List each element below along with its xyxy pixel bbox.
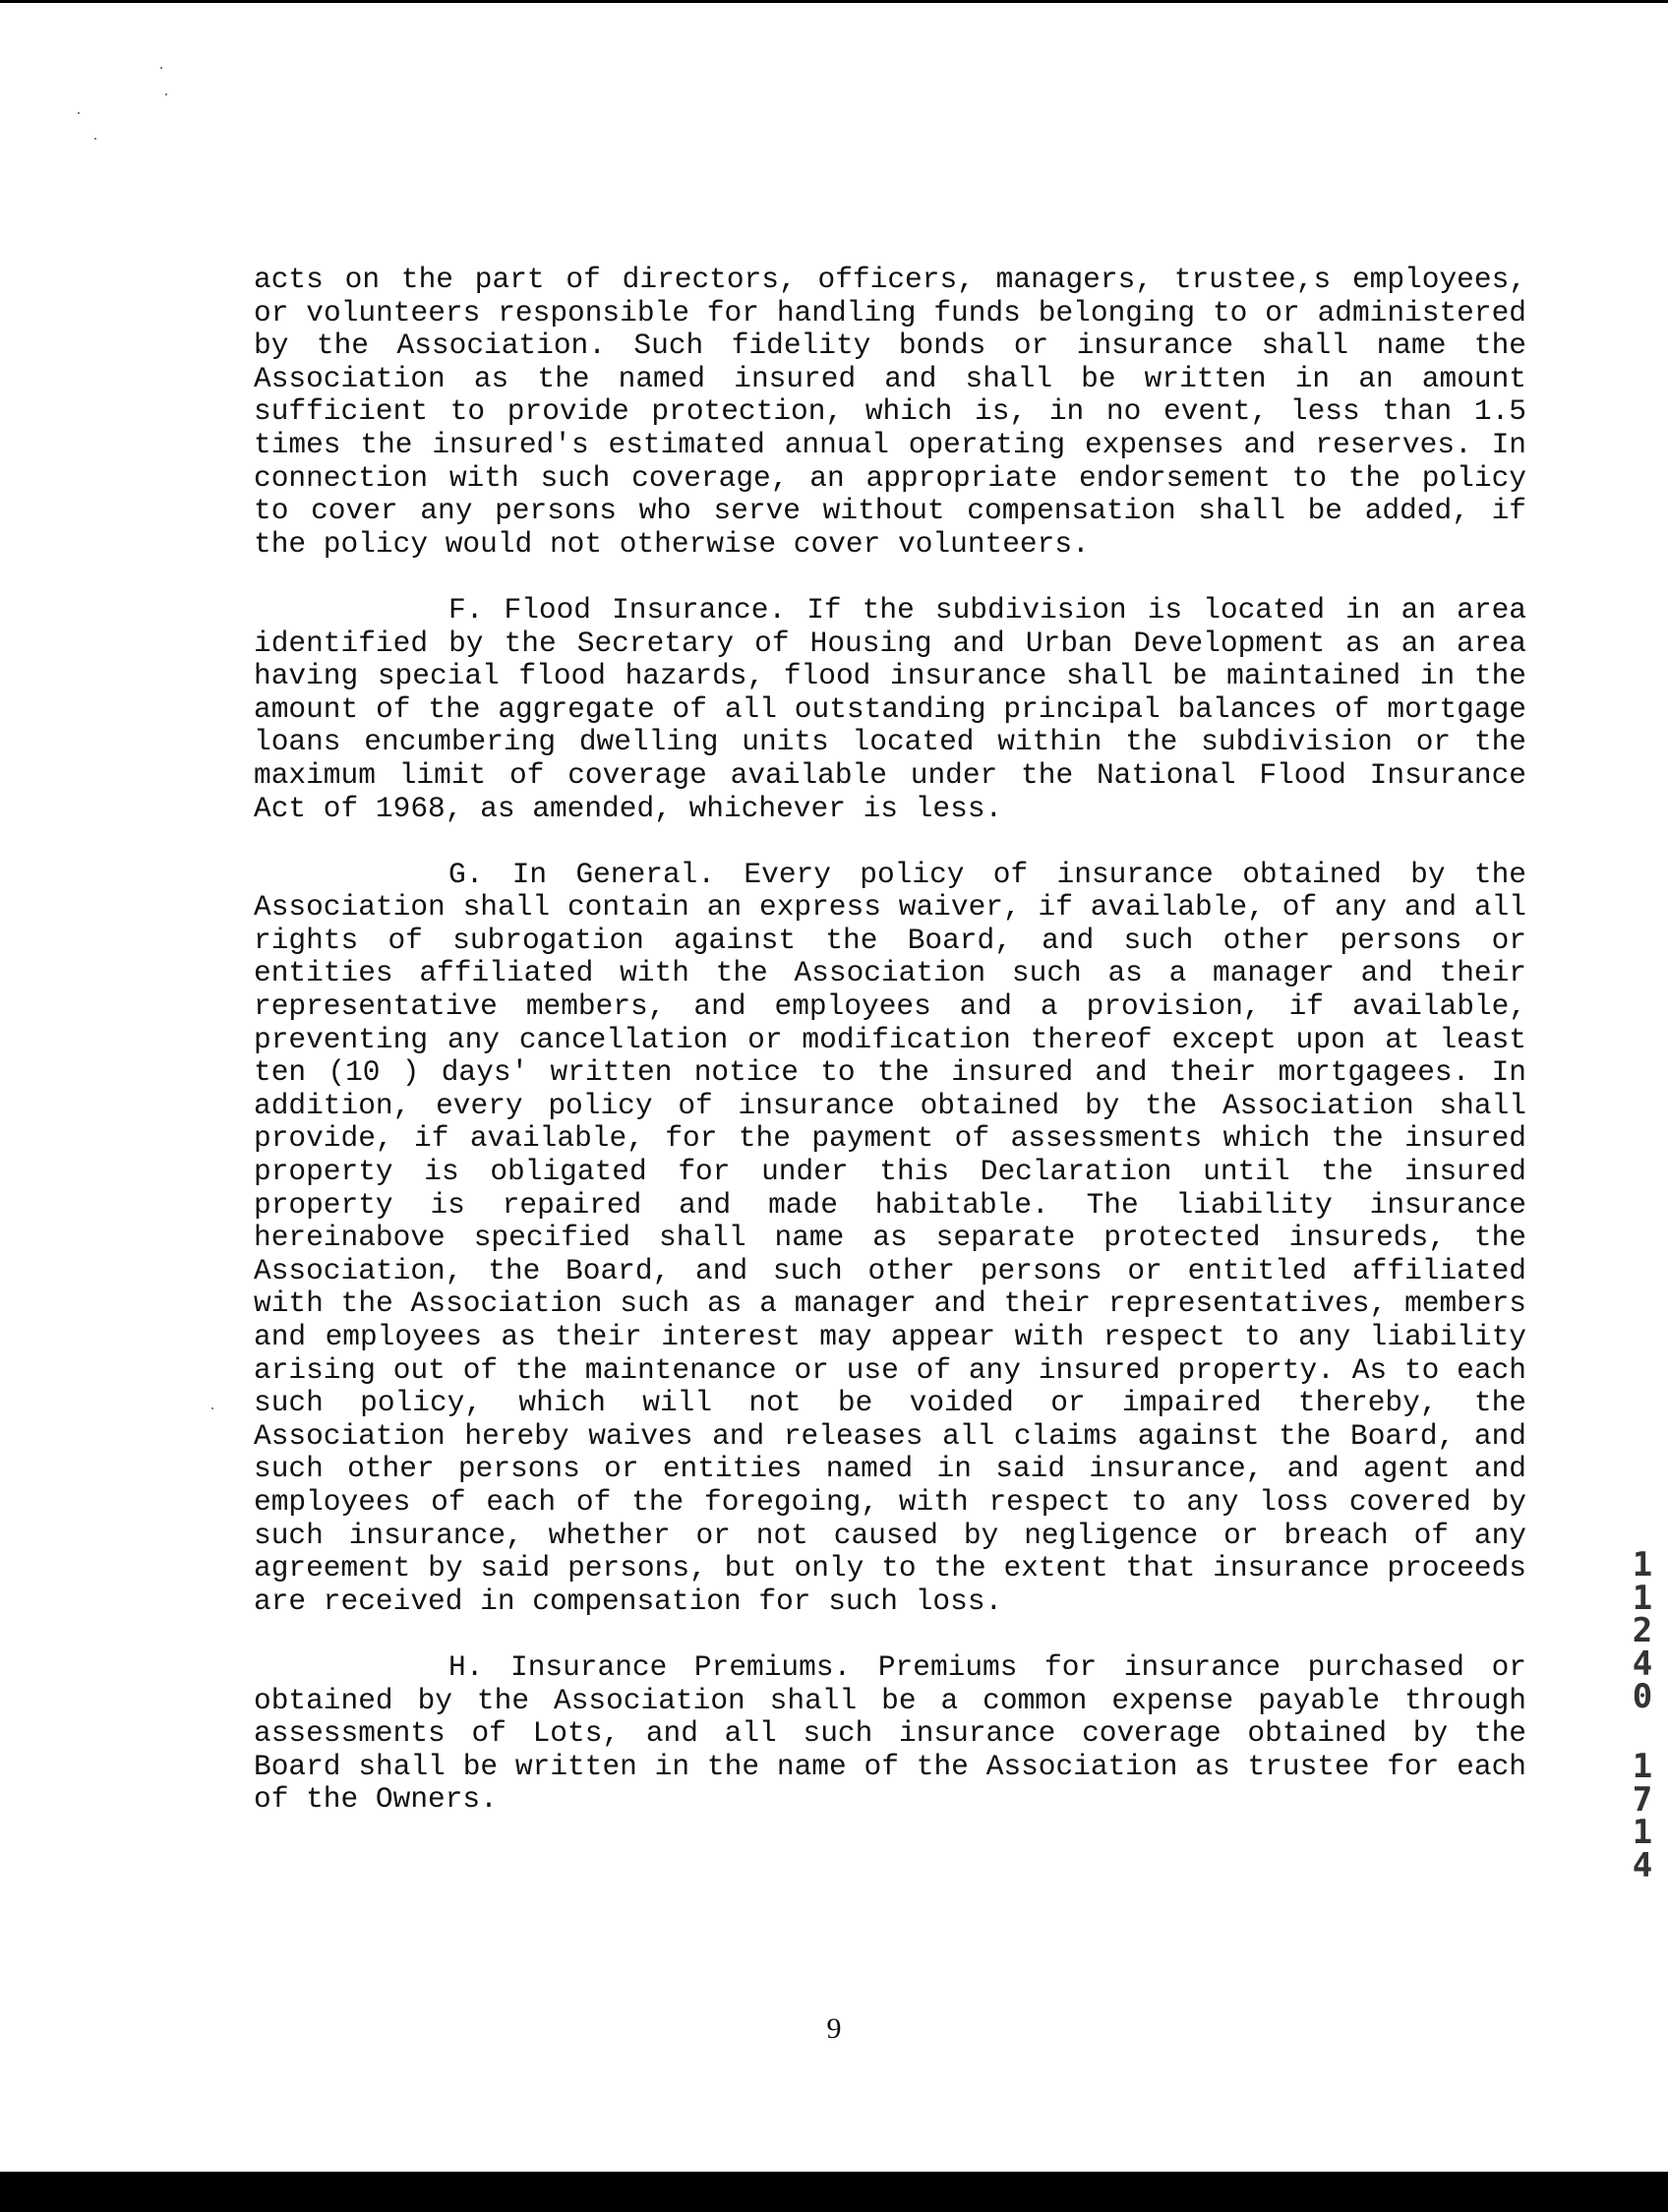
recording-stamp-lower	[1625, 1747, 1660, 1885]
paragraph-in-general: G. In General. Every policy of insurance obtained by the Association shall contain an express waiver, if available, of any and all rights of subrogation against the Board, and such other persons or entities affiliated with the Association such as a manager and their representative members, and employees and a provision, if available, preventing any cancellation or modification thereof except upon at least ten (10 ) days' written notice to the insured and their mortgagees. In addition, every policy of insurance obtained by the Association shall provide, if available, for the payment of assessments which the insured property is obligated for under this Declaration until the insured property is repaired and made habitable. The liability insurance hereinabove specified shall name as separate protected insureds, the Association, the Board, and such other persons or entitled affiliated with the Association such as a manager and their representatives, members and employees as their interest may appear with respect to any liability arising out of the maintenance or use of any insured property. As to each such policy, which will not be voided or impaired thereby, the Association hereby waives and releases all claims against the Board, and such other persons or entities named in said insurance, and agent and employees of each of the foregoing, with respect to any loss covered by such insurance, whether or not caused by negligence or breach of any agreement by said persons, but only to the extent that insurance proceeds are received in compensation for such loss.	[254, 857, 1526, 1618]
paragraph-flood-insurance: F. Flood Insurance. If the subdivision is located in an area identified by the Secretary of Housing and Urban Development as an area having special flood hazards, flood insurance shall be maintained in the amount of the aggregate of all outstanding principal balances of mortgage loans encumbering dwelling units located within the subdivision or the maximum limit of coverage available under the National Flood Insurance Act of 1968, as amended, whichever is less.	[254, 592, 1526, 825]
scan-speck	[211, 1407, 213, 1409]
document-body	[254, 264, 1526, 1850]
stamp-digit: 2	[1632, 1611, 1653, 1650]
scan-speck	[94, 138, 96, 140]
paragraph-insurance-premiums: H. Insurance Premiums. Premiums for insurance purchased or obtained by the Association shall be a common expense payable through assessments of Lots, and all such insurance coverage obtained by the Board shall be written in the name of the Association as trustee for each of the Owners.	[254, 1649, 1526, 1817]
top-scan-border	[0, 0, 1668, 3]
stamp-digit: 1	[1632, 1747, 1653, 1786]
stamp-digit: 1	[1632, 1813, 1653, 1852]
stamp-digit: 7	[1632, 1779, 1653, 1820]
stamp-digit: 1	[1632, 1545, 1653, 1584]
stamp-digit: 4	[1632, 1644, 1653, 1684]
scan-speck	[165, 93, 167, 95]
stamp-digit: 0	[1632, 1677, 1653, 1716]
stamp-digit: 1	[1632, 1578, 1653, 1618]
scan-speck	[160, 67, 162, 69]
paragraph-fidelity-continued: acts on the part of directors, officers, managers, trustee,s employees, or volunteers responsible for handling funds belonging to or administered by the Association. Such fidelity bonds or insurance shall name the Association as the named insured and shall be written in an amount sufficient to provide protection, which is, in no event, less than 1.5 times the insured's estimated annual operating expenses and reserves. In connection with such coverage, an appropriate endorsement to the policy to cover any persons who serve without compensation shall be added, if the policy would not otherwise cover volunteers.	[254, 263, 1526, 561]
page-number: 9	[826, 2012, 842, 2045]
stamp-digit: 4	[1632, 1845, 1653, 1885]
recording-stamp-upper	[1625, 1545, 1660, 1716]
scan-speck	[78, 112, 80, 114]
bottom-scan-border	[0, 2172, 1668, 2212]
